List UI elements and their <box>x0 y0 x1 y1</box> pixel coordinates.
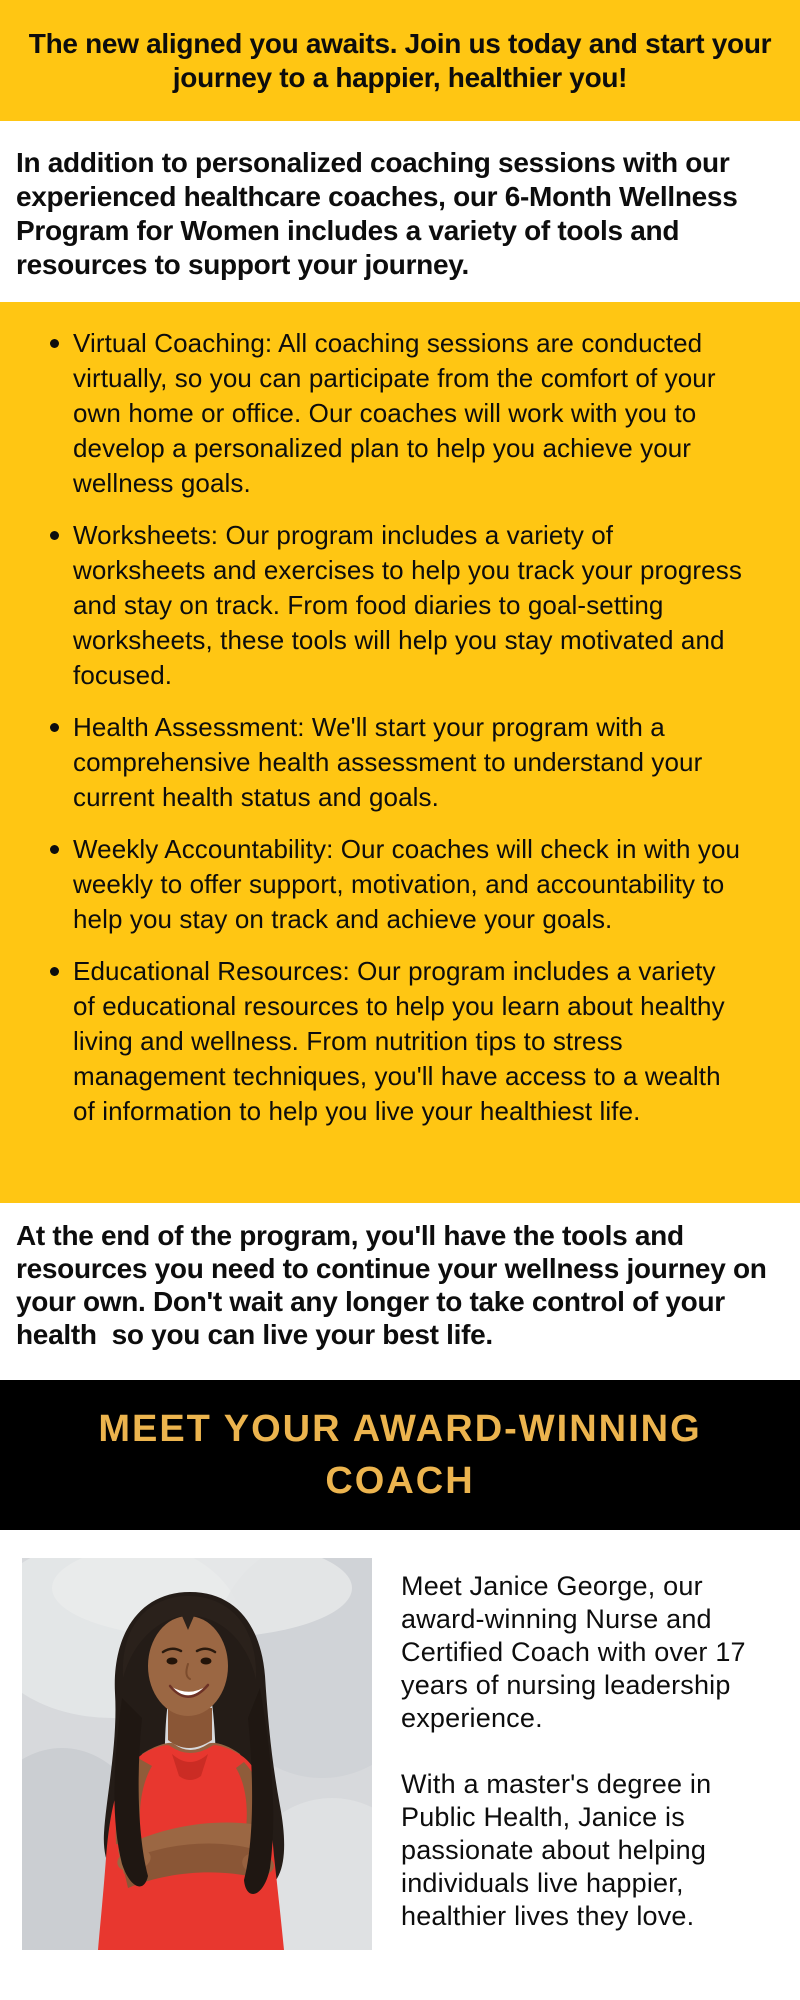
coach-bio-section <box>0 1530 800 2000</box>
bullet-dot <box>50 531 59 540</box>
intro-text: In addition to personalized coaching sessions with our experienced healthcare coaches, our 6-Month Wellness Program for Women includes a variety of tools and resources to support your journey. <box>16 147 738 280</box>
list-item <box>48 518 742 693</box>
feature-text: Health Assessment: We'll start your program with a comprehensive health assessment to understand your current health status and goals. <box>73 712 703 812</box>
list-item <box>48 832 742 937</box>
feature-text: Educational Resources: Our program includes a variety of educational resources to help you learn about healthy living and wellness. From nutrition tips to stress management techniques, you'll have access to a wealth of information to help you live your healthiest life. <box>73 956 725 1126</box>
bio-paragraph: With a master's degree in Public Health, Janice is passionate about helping individuals live happier, healthier lives they love. <box>401 1769 712 1931</box>
coach-heading-banner <box>0 1380 800 1530</box>
bullet-dot <box>50 845 59 854</box>
list-item <box>48 710 742 815</box>
feature-text: Weekly Accountability: Our coaches will check in with you weekly to offer support, motivation, and accountability to help you stay on track and achieve your goals. <box>73 834 741 934</box>
coach-bio-text <box>401 1570 773 1933</box>
outro-section <box>0 1203 800 1380</box>
bullet-dot <box>50 339 59 348</box>
coach-photo <box>22 1558 372 1950</box>
bullet-dot <box>50 723 59 732</box>
outro-text: At the end of the program, you'll have the tools and resources you need to continue your wellness journey on your own. Don't wait any longer to take control of your health so you can live your best life. <box>16 1220 775 1350</box>
feature-text: Worksheets: Our program includes a variety of worksheets and exercises to help you track your progress and stay on track. From food diaries to goal-setting worksheets, these tools will help you stay motivated and focused. <box>73 520 742 690</box>
bullet-dot <box>50 967 59 976</box>
hero-banner <box>0 0 800 121</box>
list-item <box>48 326 742 501</box>
feature-text: Virtual Coaching: All coaching sessions are conducted virtually, so you can participate from the comfort of your own home or office. Our coaches will work with you to develop a personalized plan to help you achieve your wellness goals. <box>73 328 716 498</box>
hero-text: The new aligned you awaits. Join us today and start your journey to a happier, healthier you! <box>28 27 772 93</box>
features-list <box>48 326 742 1129</box>
features-section <box>0 302 800 1203</box>
bio-paragraph: Meet Janice George, our award-winning Nurse and Certified Coach with over 17 years of nursing leadership experience. <box>401 1571 746 1733</box>
coach-heading: MEET YOUR AWARD-WINNING COACH <box>98 1408 702 1502</box>
list-item <box>48 954 742 1129</box>
intro-section <box>0 121 800 302</box>
